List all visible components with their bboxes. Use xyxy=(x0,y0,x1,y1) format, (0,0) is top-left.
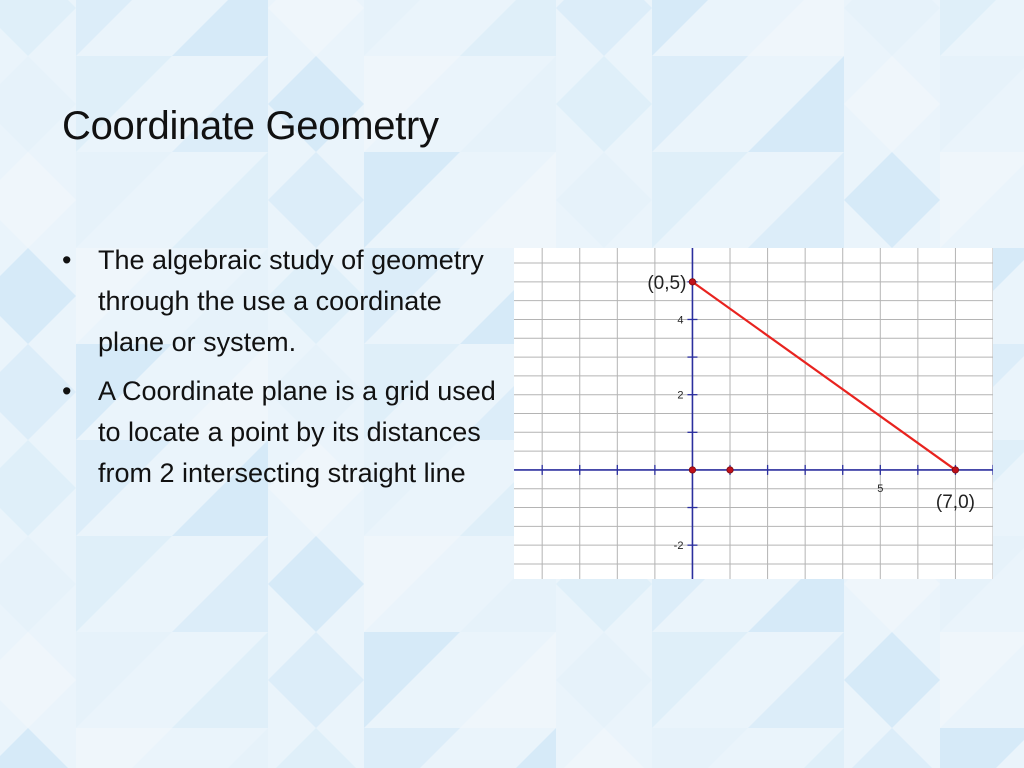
coordinate-plane-graph xyxy=(514,248,993,579)
background-tile xyxy=(940,56,1024,152)
bullet-text: A Coordinate plane is a grid used to locate a point by its distances from 2 intersecting straight line xyxy=(98,376,496,488)
background-tile xyxy=(172,152,268,248)
background-tile xyxy=(76,728,172,768)
background-tile xyxy=(748,152,844,248)
background-tile xyxy=(748,632,844,728)
background-tile xyxy=(748,56,844,152)
background-tile xyxy=(652,152,748,248)
background-tile xyxy=(940,152,1024,248)
slide-title: Coordinate Geometry xyxy=(62,104,439,148)
background-tile xyxy=(940,728,1024,768)
background-tile xyxy=(0,0,76,56)
coordinate-plane-svg xyxy=(514,248,993,579)
background-tile xyxy=(268,632,364,728)
bullet-marker: • xyxy=(62,376,72,406)
background-tile xyxy=(460,152,556,248)
data-point xyxy=(689,279,695,285)
background-tile xyxy=(364,536,460,632)
background-tile xyxy=(844,728,940,768)
background-tile xyxy=(76,0,172,56)
data-point xyxy=(689,467,695,473)
background-tile xyxy=(844,56,940,152)
background-tile xyxy=(172,0,268,56)
background-tile xyxy=(364,632,460,728)
background-tile xyxy=(652,56,748,152)
x-tick-label: 5 xyxy=(877,482,884,495)
background-tile xyxy=(172,632,268,728)
background-tile xyxy=(0,152,76,248)
background-tile xyxy=(172,536,268,632)
background-tile xyxy=(460,56,556,152)
background-tile xyxy=(76,152,172,248)
y-tick-label: 4 xyxy=(677,314,684,327)
background-tile xyxy=(748,0,844,56)
background-tile xyxy=(940,0,1024,56)
bullet-list xyxy=(62,240,502,502)
background-tile xyxy=(460,0,556,56)
background-tile xyxy=(556,0,652,56)
background-tile xyxy=(268,536,364,632)
point-label: (7,0) xyxy=(935,491,975,513)
background-tile xyxy=(0,632,76,728)
background-tile xyxy=(0,728,76,768)
background-tile xyxy=(460,728,556,768)
background-tile xyxy=(652,728,748,768)
bullet-item xyxy=(62,240,502,363)
bullet-text: The algebraic study of geometry through the use a coordinate plane or system. xyxy=(98,245,484,357)
point-label: (0,5) xyxy=(647,272,687,294)
background-tile xyxy=(652,0,748,56)
background-tile xyxy=(460,632,556,728)
data-point xyxy=(952,467,958,473)
background-tile xyxy=(268,0,364,56)
background-tile xyxy=(940,632,1024,728)
background-tile xyxy=(556,56,652,152)
background-tile xyxy=(844,152,940,248)
background-tile xyxy=(76,536,172,632)
background-tile xyxy=(844,632,940,728)
background-tile xyxy=(0,536,76,632)
background-tile xyxy=(268,728,364,768)
y-tick-label: -2 xyxy=(673,540,684,553)
y-tick-label: 2 xyxy=(677,389,684,402)
background-tile xyxy=(364,152,460,248)
background-tile xyxy=(652,632,748,728)
background-tile xyxy=(364,728,460,768)
background-tile xyxy=(844,0,940,56)
background-tile xyxy=(172,728,268,768)
background-tile xyxy=(556,728,652,768)
background-tile xyxy=(556,632,652,728)
data-point xyxy=(727,467,733,473)
bullet-marker: • xyxy=(62,245,72,275)
bullet-item xyxy=(62,371,502,494)
background-tile xyxy=(76,632,172,728)
background-tile xyxy=(268,152,364,248)
background-tile xyxy=(556,152,652,248)
background-tile xyxy=(364,0,460,56)
background-tile xyxy=(748,728,844,768)
